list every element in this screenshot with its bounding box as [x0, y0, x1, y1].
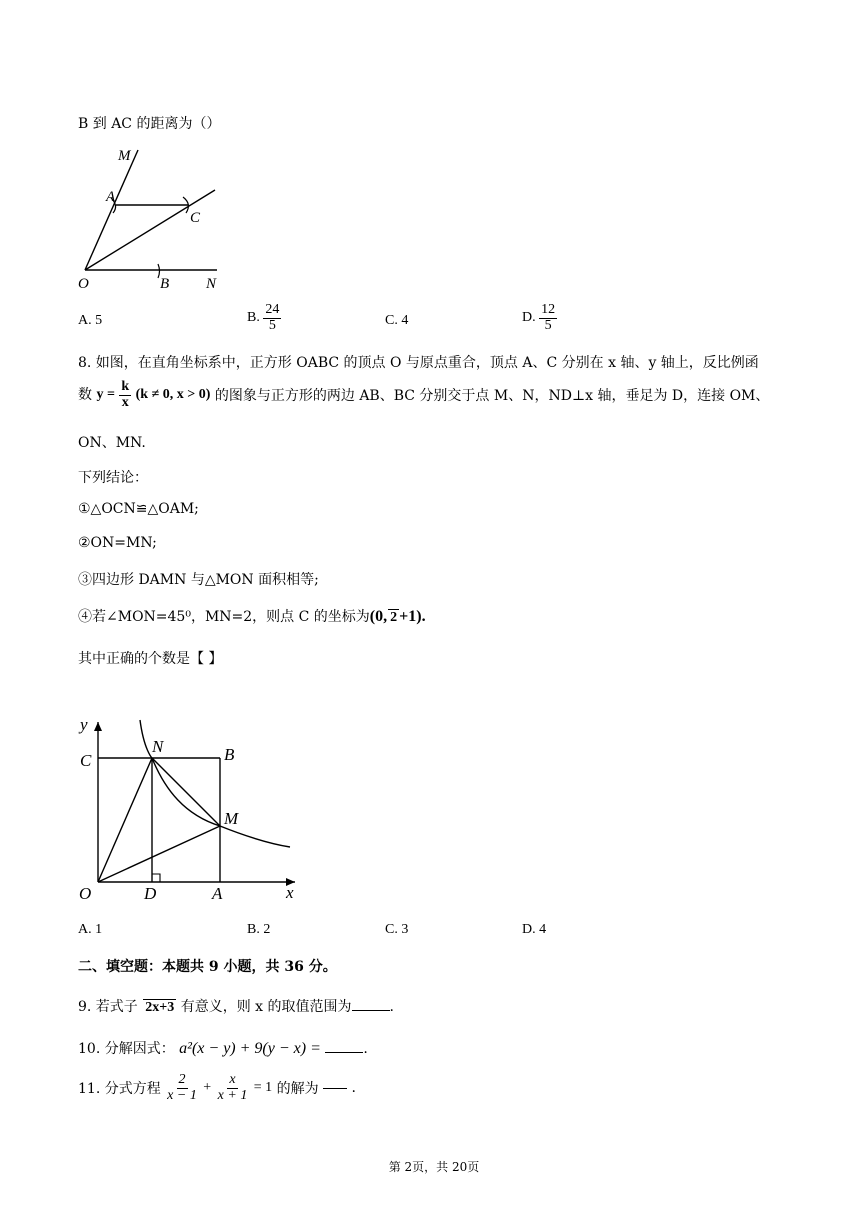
q7-label-a: A [106, 189, 116, 205]
q8-label-n: N [152, 737, 164, 756]
q8-label-d: D [144, 884, 157, 903]
q7-stem-tail: B 到 AC 的距离为（） [78, 116, 221, 132]
q10: 10. 分解因式： a²(x − y) + 9(y − x) = . [78, 1040, 368, 1057]
q8-conclusion-4: ④若∠MON=45⁰，MN=2，则点 C 的坐标为(0, 2 +1). [78, 608, 426, 625]
page-footer: 第 2页，共 20页 [388, 1160, 480, 1174]
q8-option-b[interactable]: B. 2 [247, 922, 271, 937]
q7-label-n: N [206, 276, 217, 292]
q7-label-o: O [78, 276, 89, 292]
q9-answer-blank[interactable] [352, 1010, 390, 1011]
q8-label-x: x [286, 883, 294, 902]
q8-figure [70, 710, 310, 905]
q8-question: 其中正确的个数是【 】 [78, 651, 223, 667]
q9: 9. 若式子 2x+3 有意义，则 x 的取值范围为 . [78, 999, 394, 1015]
q8-option-a[interactable]: A. 1 [78, 922, 103, 937]
section-title: 二、填空题：本题共 9 小题，共 36 分。 [78, 959, 337, 975]
q8-label-o: O [79, 884, 92, 903]
q7-label-b: B [160, 276, 170, 292]
q7-figure [70, 140, 240, 295]
q11-answer-blank[interactable] [323, 1088, 347, 1089]
q7-label-m: M [118, 148, 131, 164]
q8-option-d[interactable]: D. 4 [522, 922, 547, 937]
q8-label-c: C [80, 751, 92, 770]
q8-label-a: A [212, 884, 223, 903]
q10-answer-blank[interactable] [325, 1052, 363, 1053]
q7-option-b[interactable]: B. $\frac{24}{5}$ [247, 302, 280, 333]
q8-stem-line2: 数 y = $\frac{k}{x}$ (k ≠ 0, x > 0) 的图象与正方形的两边 AB、BC 分别交于点 M、N，ND⊥x 轴，垂足为 D，连接 OM、 [78, 379, 770, 410]
q9-radicand: 2x+3 [145, 1000, 175, 1015]
q7-option-a[interactable]: A. 5 [78, 313, 103, 328]
q8-conclusion-1: ①△OCN≌△OAM; [78, 501, 199, 517]
q8-conclusion-2: ②ON=MN; [78, 535, 157, 551]
q8-stem-line3: ON、MN. [78, 435, 146, 451]
q8-intro: 下列结论： [78, 470, 148, 486]
q8-stem-line1: 8. 如图，在直角坐标系中，正方形 OABC 的顶点 O 与原点重合，顶点 A、C 分别在 x 轴、y 轴上，反比例函 [78, 355, 759, 371]
q8-label-m: M [224, 809, 239, 828]
q7-option-c[interactable]: C. 4 [385, 313, 409, 328]
q8-label-y: y [80, 715, 88, 734]
q11: 11. 分式方程 $\frac{2}{x - 1}$ + $\frac{x}{x + 1}$ = 1 的解为 . [78, 1072, 356, 1103]
q8-conclusion-3: ③四边形 DAMN 与△MON 面积相等; [78, 572, 319, 588]
q7-option-d[interactable]: D. $\frac{12}{5}$ [522, 302, 556, 333]
q8-label-b: B [224, 745, 235, 764]
q8-option-c[interactable]: C. 3 [385, 922, 409, 937]
q7-label-c: C [190, 210, 201, 226]
